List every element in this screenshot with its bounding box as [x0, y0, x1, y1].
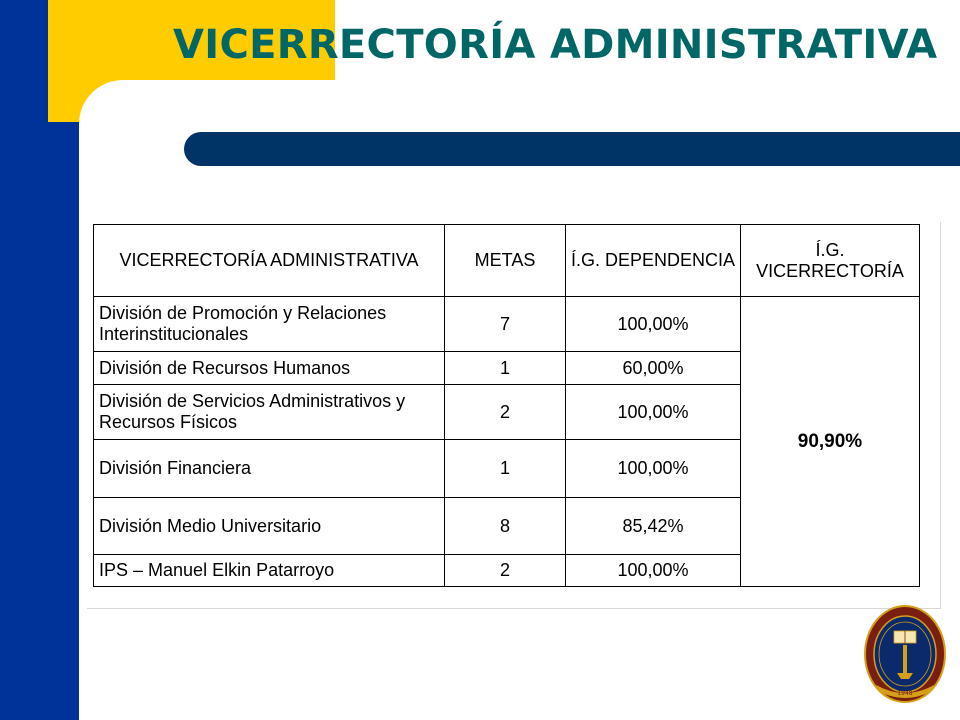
- slide-title: VICERRECTORÍA ADMINISTRATIVA: [173, 22, 938, 68]
- row-name: [94, 498, 445, 555]
- header-metas: METAS: [445, 225, 566, 297]
- university-seal-logo: [864, 605, 946, 703]
- header-ig-dependency: Í.G. DEPENDENCIA: [566, 225, 741, 297]
- seal-year: 1948: [897, 690, 913, 697]
- row-name-line: Interinstitucionales: [99, 324, 249, 344]
- row-name-line: División de Recursos Humanos: [99, 357, 351, 378]
- row-name: [94, 297, 445, 352]
- row-name-line: Recursos Físicos: [99, 412, 238, 432]
- row-metas: 1: [445, 352, 566, 385]
- title-underline-bar: [184, 132, 960, 166]
- row-ig: 85,42%: [566, 498, 741, 555]
- row-ig: 100,00%: [566, 385, 741, 440]
- row-metas: 8: [445, 498, 566, 555]
- header-ig-vicerrectoria-line1: Í.G.: [815, 239, 845, 260]
- header-dependency: VICERRECTORÍA ADMINISTRATIVA: [94, 225, 445, 297]
- row-name: [94, 352, 445, 385]
- row-metas: 7: [445, 297, 566, 352]
- total-ig-cell: 90,90%: [741, 297, 920, 587]
- row-ig: 60,00%: [566, 352, 741, 385]
- row-name-line: División Medio Universitario: [99, 515, 322, 536]
- table-row: [94, 297, 920, 352]
- header-ig-vicerrectoria: [741, 225, 920, 297]
- row-metas: 2: [445, 555, 566, 587]
- row-name: [94, 385, 445, 440]
- row-ig: 100,00%: [566, 555, 741, 587]
- row-ig: 100,00%: [566, 440, 741, 498]
- header-ig-vicerrectoria-line2: VICERRECTORÍA: [756, 260, 904, 281]
- results-table: [93, 224, 920, 587]
- row-name: [94, 440, 445, 498]
- row-metas: 1: [445, 440, 566, 498]
- row-name-line: División de Servicios Administrativos y: [99, 391, 406, 411]
- row-ig: 100,00%: [566, 297, 741, 352]
- table-header-row: [94, 225, 920, 297]
- row-metas: 2: [445, 385, 566, 440]
- row-name-line: IPS – Manuel Elkin Patarroyo: [99, 560, 335, 580]
- row-name-line: División de Promoción y Relaciones: [99, 303, 387, 323]
- row-name-line: División Financiera: [99, 458, 252, 478]
- row-name: [94, 555, 445, 587]
